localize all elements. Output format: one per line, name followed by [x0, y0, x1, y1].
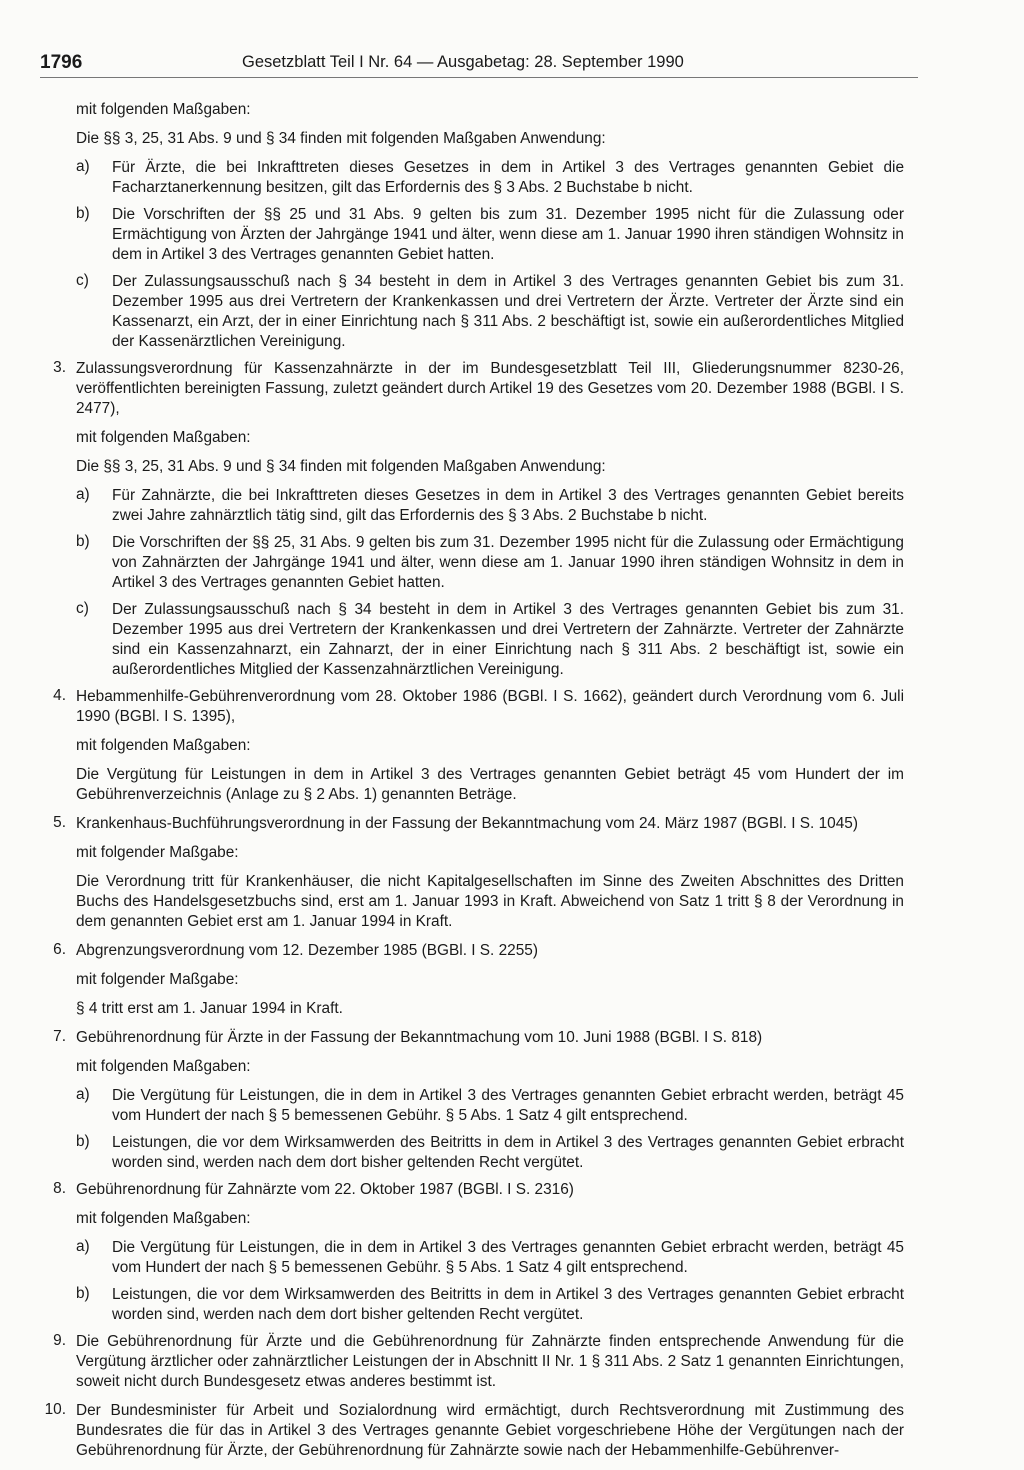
sub-item [40, 486, 904, 526]
item-text: Hebammenhilfe-Gebührenverordnung vom 28. Oktober 1986 (BGBl. I S. 1662), geändert durch Verordnung vom 6. Juli 1990 (BGBl. I S. 1395), [76, 688, 904, 725]
sub-item [40, 272, 904, 352]
item-text: Gebührenordnung für Zahnärzte vom 22. Oktober 1987 (BGBl. I S. 2316) [76, 1181, 574, 1198]
item-text: Krankenhaus-Buchführungsverordnung in der Fassung der Bekanntmachung vom 24. März 1987 (BGBl. I S. 1045) [76, 815, 858, 832]
sub-item [40, 158, 904, 198]
sub-item [40, 533, 904, 593]
intro-text: mit folgenden Maßgaben: [76, 737, 251, 754]
list-item [40, 1180, 904, 1200]
sub-label: a) [76, 1238, 90, 1255]
sub-text: Die Vorschriften der §§ 25, 31 Abs. 9 gelten bis zum 31. Dezember 1995 nicht für die Zulassung oder Ermächtigung von Zahnärzten der Jahrgänge 1941 und älter, wenn diese am 1. Januar 1990 ihren ständigen Wohnsitz in dem in Artikel 3 des Vertrages genannten Gebiet hatten. [112, 534, 904, 591]
intro-text: Die §§ 3, 25, 31 Abs. 9 und § 34 finden mit folgenden Maßgaben Anwendung: [76, 130, 606, 147]
header-title: Gesetzblatt Teil I Nr. 64 — Ausgabetag: 28. September 1990 [242, 53, 684, 71]
item-number: 9. [53, 1332, 66, 1349]
item-body: Die Vergütung für Leistungen in dem in Artikel 3 des Vertrages genannten Gebiet beträgt 45 vom Hundert der im Gebührenverzeichnis (Anlage zu § 2 Abs. 1) genannten Beträge. [76, 766, 904, 803]
intro-text: Die §§ 3, 25, 31 Abs. 9 und § 34 finden mit folgenden Maßgaben Anwendung: [76, 458, 606, 475]
document-body [40, 100, 904, 1470]
sub-label: b) [76, 1285, 90, 1302]
item-text: Zulassungsverordnung für Kassenzahnärzte in der im Bundesgesetzblatt Teil III, Gliederungsnummer 8230-26, veröffentlichten bereinigten Fassung, zuletzt geändert durch Artikel 19 des Gesetzes vom 20. Dezember 1988 (BGBl. I S. 2477), [76, 360, 904, 417]
sub-item [40, 205, 904, 265]
sub-item [40, 1238, 904, 1278]
item-text: Gebührenordnung für Ärzte in der Fassung der Bekanntmachung vom 10. Juni 1988 (BGBl. I S. 818) [76, 1029, 763, 1046]
page-number: 1796 [40, 52, 83, 73]
intro-text: mit folgenden Maßgaben: [76, 429, 251, 446]
item-body: Die Verordnung tritt für Krankenhäuser, die nicht Kapitalgesellschaften im Sinne des Zweiten Abschnittes des Dritten Buchs des Handelsgesetzbuchs sind, erst am 1. Januar 1993 in Kraft. Abweichend von Satz 1 tritt § 8 der Verordnung in dem genannten Gebiet erst am 1. Januar 1994 in Kraft. [76, 873, 904, 930]
sub-label: b) [76, 205, 90, 222]
sub-text: Für Zahnärzte, die bei Inkrafttreten dieses Gesetzes in dem in Artikel 3 des Vertrages genannten Gebiet bereits zwei Jahre zahnärztlich tätig sind, gilt das Erfordernis des § 3 Abs. 2 Buchstabe b nicht. [112, 487, 904, 524]
sub-text: Die Vorschriften der §§ 25 und 31 Abs. 9 gelten bis zum 31. Dezember 1995 nicht für die Zulassung oder Ermächtigung von Ärzten der Jahrgänge 1941 und älter, wenn diese am 1. Januar 1990 ihren ständigen Wohnsitz in dem in Artikel 3 des Vertrages genannten Gebiet hatten. [112, 206, 904, 263]
sub-label: b) [76, 533, 90, 550]
list-item [40, 1332, 904, 1392]
list-item [40, 359, 904, 419]
item-number: 3. [53, 359, 66, 376]
intro-text: mit folgender Maßgabe: [76, 971, 239, 988]
sub-item [40, 600, 904, 680]
sub-label: a) [76, 486, 90, 503]
intro-text: mit folgenden Maßgaben: [76, 1210, 251, 1227]
item-number: 10. [44, 1401, 66, 1418]
sub-item [40, 1086, 904, 1126]
item-text: Der Bundesminister für Arbeit und Sozialordnung wird ermächtigt, durch Rechtsverordnung mit Zustimmung des Bundesrates die für das in Artikel 3 des Vertrages genannte Gebiet vorgeschriebene Höhe der Vergütungen nach der Gebührenordnung für Ärzte, der Gebührenordnung für Zahnärzte sowie nach der Hebammenhilfe-Gebührenver- [76, 1402, 904, 1459]
sub-item [40, 1285, 904, 1325]
sub-item [40, 1133, 904, 1173]
list-item [40, 814, 904, 834]
item-number: 8. [53, 1180, 66, 1197]
item-number: 4. [53, 687, 66, 704]
item-number: 5. [53, 814, 66, 831]
item-body: § 4 tritt erst am 1. Januar 1994 in Kraft. [76, 1000, 343, 1017]
list-item [40, 1028, 904, 1048]
sub-label: b) [76, 1133, 90, 1150]
sub-label: a) [76, 158, 90, 175]
intro-text: mit folgenden Maßgaben: [76, 1058, 251, 1075]
item-text: Die Gebührenordnung für Ärzte und die Gebührenordnung für Zahnärzte finden entsprechende Anwendung für die Vergütung ärztlicher oder zahnärztlicher Leistungen der in Abschnitt II Nr. 1 § 311 Abs. 2 Satz 1 genannten Einrichtungen, soweit nicht durch Bundesgesetz etwas anderes bestimmt ist. [76, 1333, 904, 1390]
sub-text: Der Zulassungsausschuß nach § 34 besteht in dem in Artikel 3 des Vertrages genannten Gebiet bis zum 31. Dezember 1995 aus drei Vertretern der Krankenkassen und drei Vertretern der Zahnärzte. Vertreter der Zahnärzte sind ein Kassenzahnarzt, ein Zahnarzt, der in einer Einrichtung nach § 311 Abs. 2 beschäftigt ist, sowie ein außerordentliches Mitglied der Kassenzahnärztlichen Vereinigung. [112, 601, 904, 678]
item-number: 6. [53, 941, 66, 958]
sub-text: Leistungen, die vor dem Wirksamwerden des Beitritts in dem in Artikel 3 des Vertrages genannten Gebiet erbracht worden sind, werden nach dem dort bisher geltenden Recht vergütet. [112, 1286, 904, 1323]
item-number: 7. [53, 1028, 66, 1045]
header-rule [40, 77, 918, 78]
sub-label: c) [76, 272, 89, 289]
intro-text: mit folgender Maßgabe: [76, 844, 239, 861]
sub-text: Die Vergütung für Leistungen, die in dem in Artikel 3 des Vertrages genannten Gebiet erbracht werden, beträgt 45 vom Hundert der nach § 5 bemessenen Gebühr. § 5 Abs. 1 Satz 4 gilt entsprechend. [112, 1087, 904, 1124]
list-item [40, 687, 904, 727]
intro-text: mit folgenden Maßgaben: [76, 101, 251, 118]
item-text: Abgrenzungsverordnung vom 12. Dezember 1985 (BGBl. I S. 2255) [76, 942, 538, 959]
sub-text: Der Zulassungsausschuß nach § 34 besteht in dem in Artikel 3 des Vertrages genannten Gebiet bis zum 31. Dezember 1995 aus drei Vertretern der Krankenkassen und drei Vertretern der Ärzte. Vertreter der Ärzte sind ein Kassenarzt, ein Arzt, der in einer Einrichtung nach § 311 Abs. 2 beschäftigt ist, sowie ein außerordentliches Mitglied der Kassenärztlichen Vereinigung. [112, 273, 904, 350]
sub-label: a) [76, 1086, 90, 1103]
sub-text: Leistungen, die vor dem Wirksamwerden des Beitritts in dem in Artikel 3 des Vertrages genannten Gebiet erbracht worden sind, werden nach dem dort bisher geltenden Recht vergütet. [112, 1134, 904, 1171]
list-item [40, 1401, 904, 1461]
list-item [40, 941, 904, 961]
sub-text: Für Ärzte, die bei Inkrafttreten dieses Gesetzes in dem in Artikel 3 des Vertrages genannten Gebiet die Facharztanerkennung besitzen, gilt das Erfordernis des § 3 Abs. 2 Buchstabe b nicht. [112, 159, 904, 196]
sub-label: c) [76, 600, 89, 617]
sub-text: Die Vergütung für Leistungen, die in dem in Artikel 3 des Vertrages genannten Gebiet erbracht werden, beträgt 45 vom Hundert der nach § 5 bemessenen Gebühr. § 5 Abs. 1 Satz 4 gilt entsprechend. [112, 1239, 904, 1276]
